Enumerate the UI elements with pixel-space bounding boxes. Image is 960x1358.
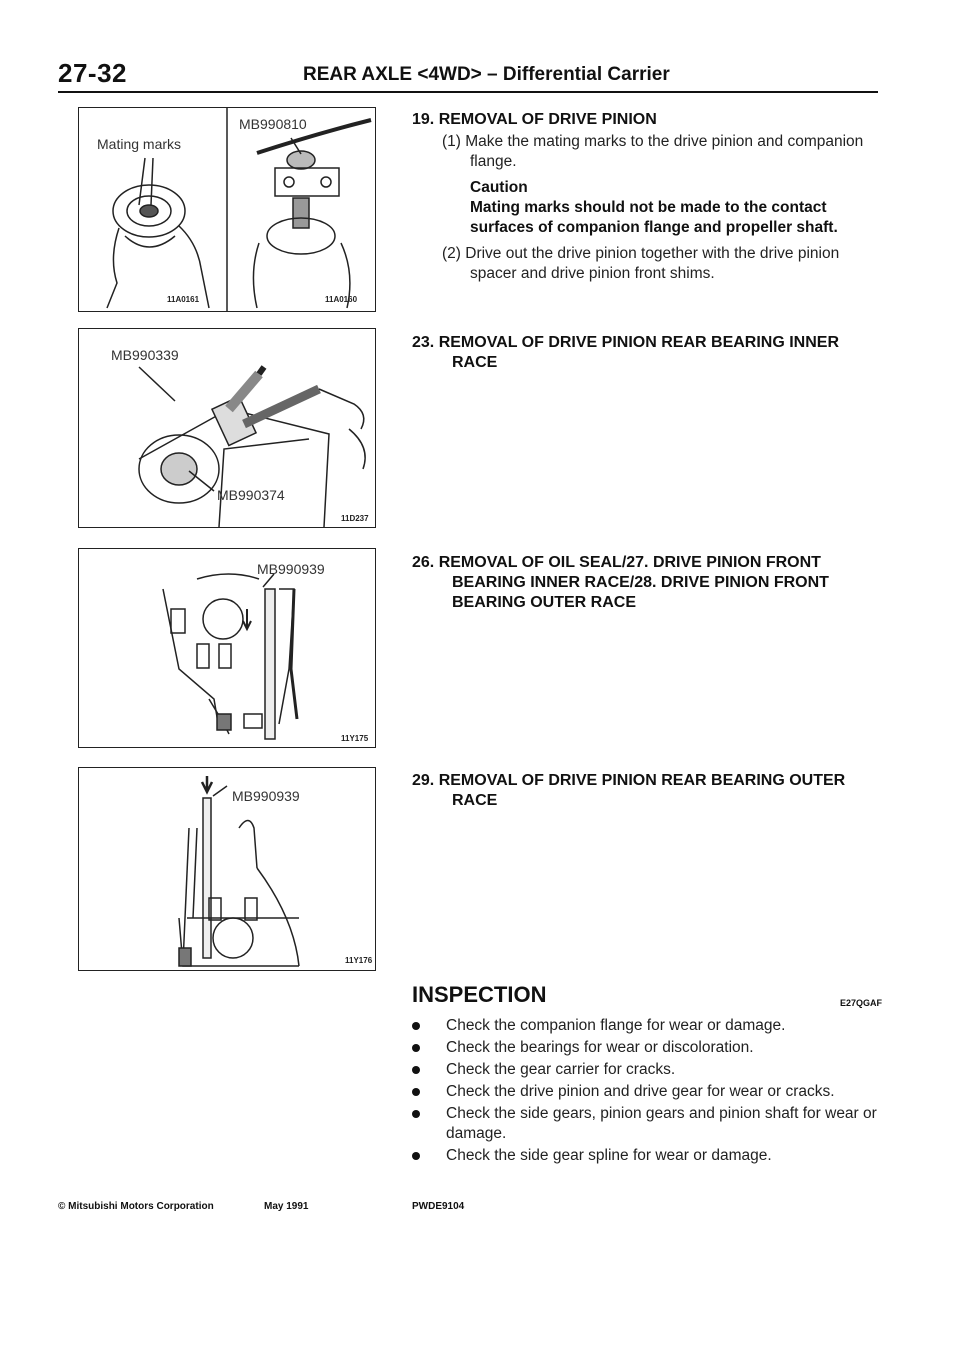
figure-label-mating-marks: Mating marks	[97, 136, 182, 152]
caution-text: Mating marks should not be made to the contact surfaces of companion flange and propeller shaft.	[470, 199, 838, 236]
list-item: Check the side gear spline for wear or damage.	[412, 1146, 882, 1166]
footer-copyright: © Mitsubishi Motors Corporation	[58, 1201, 214, 1212]
figure-code: 11Y176	[345, 956, 373, 965]
section-removal-drive-pinion	[412, 110, 882, 284]
step-2: (2) Drive out the drive pinion together with the drive pinion spacer and drive pinion front shims.	[442, 245, 840, 282]
list-item: Check the side gears, pinion gears and pinion shaft for wear or damage.	[412, 1104, 882, 1144]
footer-date: May 1991	[264, 1201, 309, 1212]
figure-label-tool: MB990939	[257, 561, 325, 577]
figure-label-tool-bottom: MB990374	[217, 487, 285, 503]
list-item: Check the bearings for wear or discoloration.	[412, 1038, 882, 1058]
section-heading: 29. REMOVAL OF DRIVE PINION REAR BEARING OUTER RACE	[412, 772, 846, 809]
page-number: 27-32	[58, 58, 127, 88]
section-heading: 19. REMOVAL OF DRIVE PINION	[412, 111, 657, 128]
page-title: REAR AXLE <4WD> – Differential Carrier	[303, 64, 670, 85]
header-rule	[58, 91, 878, 93]
inspection-code: E27QGAF	[839, 998, 882, 1008]
figure-front-bearing-drawing	[79, 549, 375, 747]
inspection-list	[412, 1016, 882, 1166]
figure-code-left: 11A0161	[167, 295, 200, 304]
figure-code: 11Y175	[341, 734, 369, 743]
list-item: Check the gear carrier for cracks.	[412, 1060, 882, 1080]
figure-code-right: 11A0160	[325, 295, 358, 304]
figure-label-tool: MB990810	[239, 116, 307, 132]
figure-rear-bearing-outer-race	[78, 767, 376, 971]
caution-title: Caution	[470, 179, 528, 196]
section-heading: 26. REMOVAL OF OIL SEAL/27. DRIVE PINION FRONT BEARING INNER RACE/28. DRIVE PINION FRONT BEARING OUTER RACE	[412, 554, 829, 611]
section-removal-rear-bearing-outer-race	[412, 771, 882, 811]
figure-mating-marks	[78, 107, 376, 312]
list-item: Check the drive pinion and drive gear for wear or cracks.	[412, 1082, 882, 1102]
figure-rear-bearing-outer-race-drawing	[79, 768, 375, 970]
step-1: (1) Make the mating marks to the drive pinion and companion flange.	[442, 133, 864, 170]
page-header	[58, 58, 878, 94]
caution-block	[470, 178, 882, 238]
section-heading: 23. REMOVAL OF DRIVE PINION REAR BEARING INNER RACE	[412, 334, 840, 371]
figure-label-tool: MB990939	[232, 788, 300, 804]
section-removal-oil-seal	[412, 553, 882, 613]
figure-code: 11D237	[341, 514, 369, 523]
footer-doc-code: PWDE9104	[412, 1201, 465, 1212]
figure-bearing-inner-race	[78, 328, 376, 528]
section-removal-rear-bearing-inner-race	[412, 333, 882, 373]
figure-front-bearing	[78, 548, 376, 748]
list-item: Check the companion flange for wear or damage.	[412, 1016, 882, 1036]
figure-label-tool-top: MB990339	[111, 347, 179, 363]
inspection-section	[412, 982, 882, 1168]
inspection-heading: INSPECTION	[412, 982, 547, 1007]
